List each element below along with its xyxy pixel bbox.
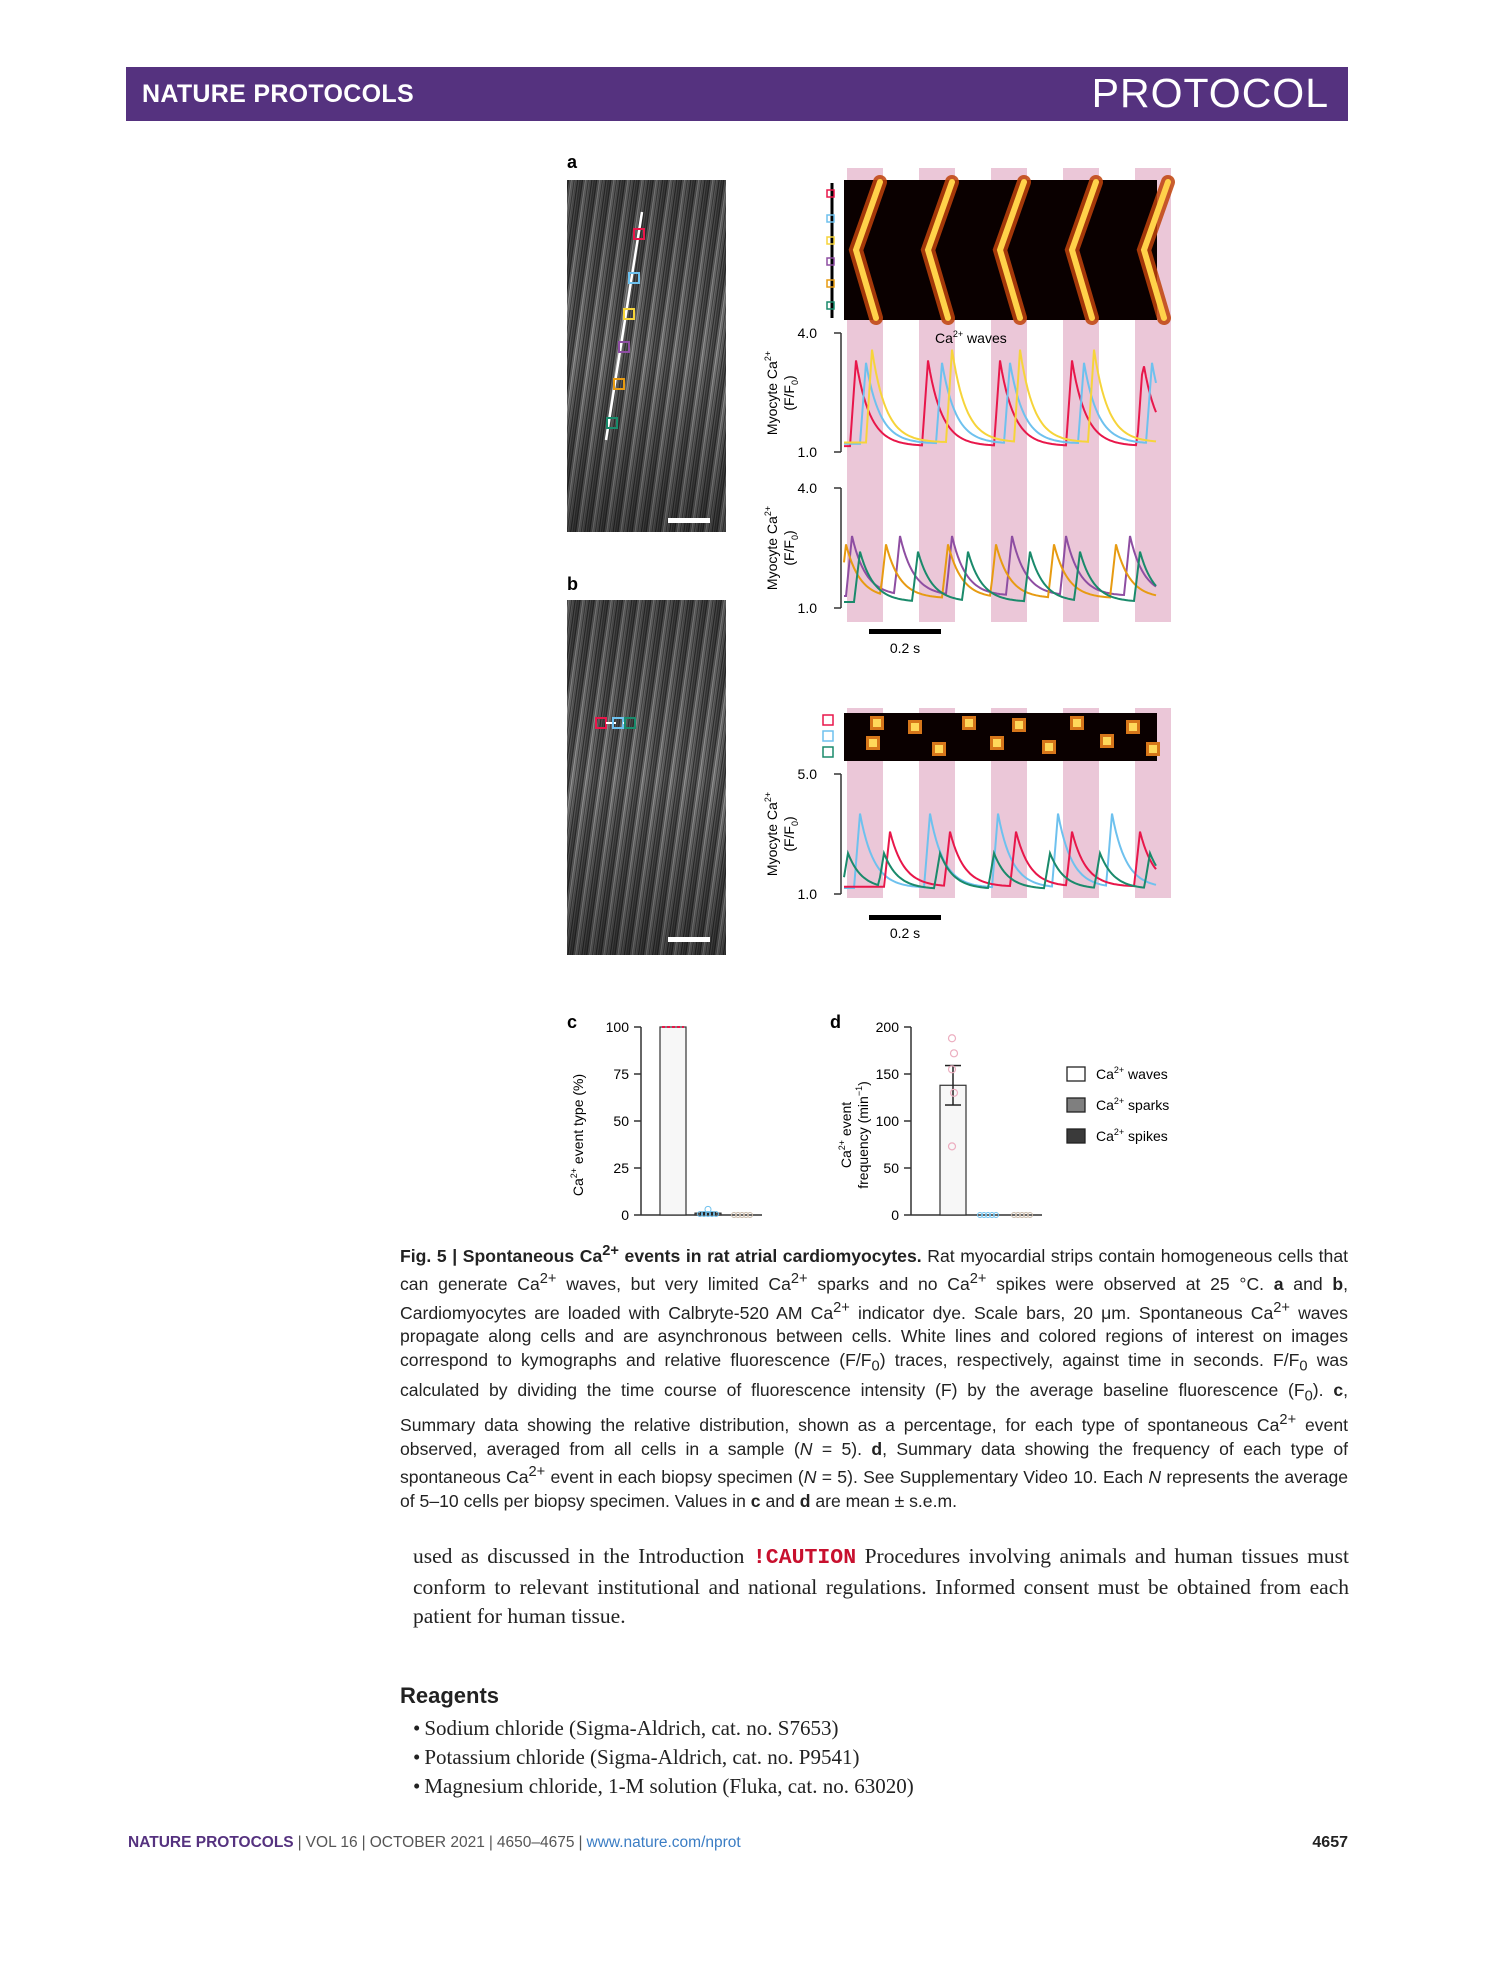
bar-chart-c: [569, 1019, 762, 1223]
kymo-spot-core: [1129, 723, 1137, 731]
ylabel-a-bottom: [763, 506, 800, 590]
ytick-a-top-min: 1.0: [797, 444, 817, 460]
scale-bar-b: [668, 937, 710, 942]
panel-label-b: b: [567, 574, 578, 594]
page-number: 4657: [1312, 1834, 1348, 1851]
panel-label-c: c: [567, 1012, 578, 1032]
time-scale-label-b: 0.2 s: [889, 925, 921, 941]
kymo-spot-core: [1103, 737, 1111, 745]
ylabel-b: [763, 792, 800, 876]
y-tick-label: 100: [875, 1113, 899, 1129]
kymo-spot-core: [993, 739, 1001, 747]
ytick-a-bottom-max: 4.0: [797, 480, 817, 496]
kymo-spot-core: [1149, 745, 1157, 753]
svg-text:Myocyte Ca2+: Myocyte $Ca^{2+}$: [763, 505, 780, 591]
time-scale-bar-a: [869, 629, 941, 634]
svg-text:frequency (min−1): frequency $(\min^{-1})$: [854, 1081, 871, 1189]
list-item: • Magnesium chloride, 1-M solution (Fluka, cat. no. 63020): [413, 1772, 914, 1801]
ytick-a-top-max: 4.0: [797, 325, 817, 341]
legend-swatch: [1067, 1129, 1085, 1143]
reagents-heading: Reagents: [400, 1683, 500, 1708]
ylabel-a-top: [763, 351, 800, 435]
page-footer: NATURE PROTOCOLS | VOL 16 | OCTOBER 2021 | 4650–4675 | www.nature.com/nprot: [128, 1834, 741, 1851]
caption-title: Fig. 5 | Spontaneous $Ca^{2+}$ events in rat atrial cardiomyocytes.: [400, 1243, 922, 1266]
scale-bar-a: [668, 518, 710, 523]
ytick-b-min: 1.0: [797, 886, 817, 902]
legend-label: $Ca^{2+}$ waves: [1096, 1065, 1168, 1082]
kymo-spot-core: [1045, 743, 1053, 751]
bar-cawaves: [660, 1027, 686, 1215]
kymo-spot-core: [935, 745, 943, 753]
point-waves: [949, 1035, 956, 1042]
kymo-spot-core: [1073, 719, 1081, 727]
y-tick-label: 50: [883, 1160, 899, 1176]
figure-caption: Fig. 5 | Spontaneous $Ca^{2+}$ events in rat atrial cardiomyocytes. Rat myocardial strips contain homogeneous cells that can generate $Ca^{2+}$ waves, but very limited $Ca^{2+}$ sparks and no $Ca^{2+}$ spikes were observed at 25 °C. a and b, Cardiomyocytes are loaded with Calbryte-520 AM $Ca^{2+}$ indicator dye. Scale bars, 20 μm. Spontaneous $Ca^{2+}$ waves propagate along cells and are asynchronous between cells. White lines and colored regions of interest on images correspond to kymographs and relative fluorescence $(F/F_0)$ traces, respectively, against time in seconds. $F/F_0$ was calculated by dividing the time course of fluorescence intensity (F) by the average baseline fluorescence $(F_0)$. c, Summary data showing the relative distribution, shown as a percentage, for each type of spontaneous $Ca^{2+}$ event observed, averaged from all cells in a sample (N = 5). d, Summary data showing the frequency of each type of spontaneous $Ca^{2+}$ event in each biopsy specimen (N = 5). See Supplementary Video 10. Each N represents the average of 5–10 cells per biopsy specimen. Values in c and d are mean ± s.e.m.: [400, 1243, 1349, 1511]
section-label: PROTOCOL: [1091, 70, 1329, 116]
y-tick-label: 75: [613, 1066, 629, 1082]
point-waves: [951, 1050, 958, 1057]
svg-text:(F/F0): $(F/F_0)$: [781, 530, 800, 566]
reagent-list: [413, 1714, 914, 1801]
time-scale-bar-b: [869, 915, 941, 920]
time-scale-label-a: 0.2 s: [889, 640, 921, 656]
svg-text:Ca2+ event: $Ca^{2+}$ event: [837, 1101, 854, 1169]
legend-swatch: [1067, 1067, 1085, 1081]
y-tick-label: 25: [613, 1160, 629, 1176]
svg-text:Ca2+ event type (%): $Ca^{2+}$ event type (%): [569, 1073, 586, 1197]
panel-label-d: d: [830, 1012, 841, 1032]
annotation-ca-waves: $Ca^{2+}$ waves: [935, 329, 1007, 346]
legend-label: $Ca^{2+}$ sparks: [1096, 1096, 1170, 1113]
trace-axis-a-top: [763, 325, 1007, 460]
journal-link[interactable]: www.nature.com/nprot: [586, 1834, 741, 1851]
micrograph-b: [567, 600, 726, 955]
ylabel-d: [837, 1081, 871, 1189]
ylabel-c: [569, 1074, 586, 1196]
kymograph-a: [827, 180, 1168, 320]
y-tick-label: 50: [613, 1113, 629, 1129]
kymo-spot-core: [1015, 721, 1023, 729]
y-tick-label: 200: [875, 1019, 899, 1035]
y-tick-label: 150: [875, 1066, 899, 1082]
list-item: • Potassium chloride (Sigma-Aldrich, cat. no. P9541): [413, 1743, 914, 1772]
svg-text:Myocyte Ca2+: Myocyte $Ca^{2+}$: [763, 350, 780, 436]
y-tick-label: 100: [605, 1019, 629, 1035]
svg-text:Myocyte Ca2+: Myocyte $Ca^{2+}$: [763, 791, 780, 877]
kymo-spot-core: [965, 719, 973, 727]
legend-label: $Ca^{2+}$ spikes: [1096, 1127, 1168, 1144]
kymograph-b: [823, 713, 1160, 761]
kymo-spot-core: [911, 723, 919, 731]
legend-swatch: [1067, 1098, 1085, 1112]
svg-text:(F/F0): $(F/F_0)$: [781, 375, 800, 411]
panel-label-a: a: [567, 152, 578, 172]
point-waves: [949, 1066, 956, 1073]
kymo-spot-core: [869, 739, 877, 747]
y-tick-label: 0: [621, 1207, 629, 1223]
chart-legend: [1067, 1065, 1169, 1144]
caution-label: !CAUTION: [752, 1546, 857, 1570]
ytick-a-bottom-min: 1.0: [797, 600, 817, 616]
kymo-spot-core: [873, 719, 881, 727]
micrograph-a: [567, 180, 726, 532]
journal-name: NATURE PROTOCOLS: [142, 80, 414, 108]
list-item: • Sodium chloride (Sigma-Aldrich, cat. no. S7653): [413, 1714, 914, 1743]
svg-text:(F/F0): $(F/F_0)$: [781, 816, 800, 852]
body-paragraph: used as discussed in the Introduction !CAUTION Procedures involving animals and human tissues must conform to relevant institutional and national regulations. Informed consent must be obtained from each patient for human tissue.: [413, 1544, 1349, 1628]
ytick-b-max: 5.0: [797, 766, 817, 782]
y-tick-label: 0: [891, 1207, 899, 1223]
bar-chart-d: [837, 1019, 1042, 1223]
